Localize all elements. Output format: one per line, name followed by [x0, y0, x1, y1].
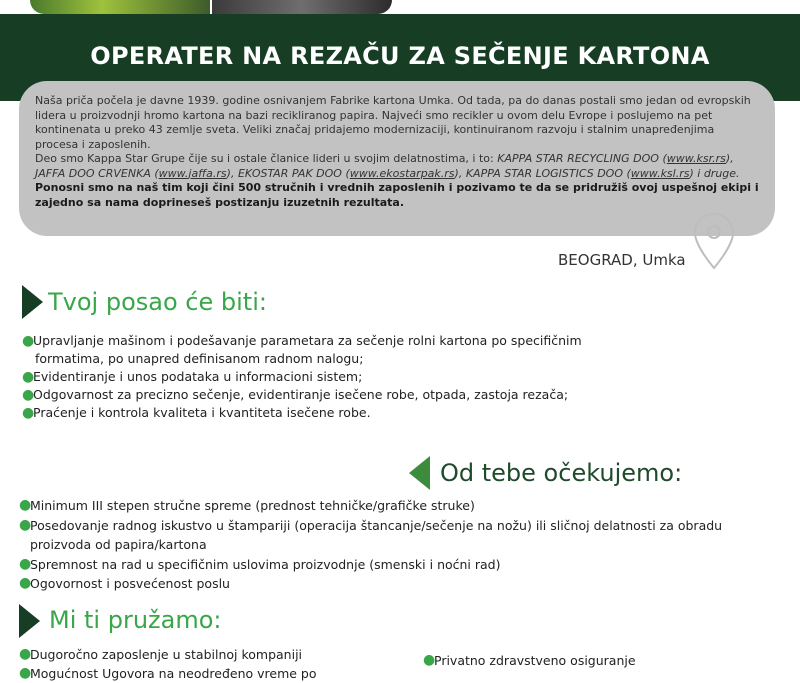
bullet-icon: ● [22, 405, 35, 421]
bullet-icon: ● [19, 497, 32, 513]
company-sep: ) i druge. [689, 166, 740, 180]
company-sep: ), [226, 166, 238, 180]
bullet-icon: ● [22, 333, 35, 349]
list-item: ● Spremnost na rad u specifičnim uslovima proizvodnje (smenski i noćni rad) [19, 555, 779, 575]
list-item: ● Mogućnost Ugovora na neodređeno vreme po [19, 665, 317, 681]
company-link-ekostarpak[interactable]: www.ekostarpak.rs [349, 166, 455, 180]
section-arrow-icon [19, 604, 40, 638]
bullet-icon: ● [19, 516, 32, 533]
company-sep: ), [725, 152, 734, 165]
list-item: ● Evidentiranje i unos podataka u informacioni sistem; [22, 369, 363, 385]
list-item: ● Ogovornost i posvećenost poslu [19, 574, 779, 594]
company-link-ksl[interactable]: www.ksl.rs [630, 166, 690, 180]
job-duties-list [22, 332, 662, 422]
company-link-jaffa[interactable]: www.jaffa.rs [158, 166, 227, 180]
list-item: ● Minimum III stepen stručne spreme (prednost tehničke/grafičke struke) [19, 496, 779, 516]
intro-lead: Deo smo Kappa Star Grupe čije su i ostale članice lideri u svojim delatnostima, i to: [35, 152, 498, 165]
list-item: ● Upravljanje mašinom i podešavanje parametara za sečenje rolni kartona po specifičnim formatima, po unapred definisanom radnom nalogu; [22, 333, 582, 366]
heading-job-duties: Tvoj posao će biti: [48, 288, 267, 316]
job-title: OPERATER NA REZAČU ZA SEČENJE KARTONA [90, 42, 710, 70]
section-arrow-icon [22, 285, 43, 319]
company-link-ksr[interactable]: www.ksr.rs [666, 152, 726, 165]
list-item: ● Odgovarnost za precizno sečenje, evidentiranje isečene robe, otpada, zastoja rezača; [22, 387, 569, 403]
bullet-icon: ● [22, 387, 35, 403]
company-name: EKOSTAR PAK DOO ( [237, 166, 350, 180]
company-name: JAFFA DOO CRVENKA ( [35, 166, 159, 180]
intro-paragraph-3: Ponosni smo na naš tim koji čini 500 stručnih i vrednih zaposlenih i pozivamo te da se pridružiš ovoj uspešnoj ekipi i zajedno sa nama doprineseš postizanju izuzetnih rezultata. [35, 181, 759, 209]
heading-requirements: Od tebe očekujemo: [440, 459, 683, 487]
list-item: ● Privatno zdravstveno osiguranje [423, 652, 636, 668]
bullet-icon: ● [22, 369, 35, 385]
map-pin-icon [693, 212, 735, 270]
job-location: BEOGRAD, Umka [558, 251, 686, 269]
machine-photo [212, 0, 392, 14]
bullet-icon: ● [19, 555, 32, 572]
header-photos [0, 0, 800, 14]
company-name: KAPPA STAR RECYCLING DOO ( [497, 152, 667, 165]
bullet-icon: ● [19, 646, 32, 662]
heading-benefits: Mi ti pružamo: [49, 606, 222, 634]
benefits-list-right [423, 651, 783, 670]
section-arrow-icon [409, 456, 430, 490]
company-sep: ), [454, 166, 466, 180]
requirements-list [19, 496, 779, 594]
company-intro [19, 81, 775, 236]
bullet-icon: ● [19, 575, 32, 591]
company-name: KAPPA STAR LOGISTICS DOO ( [465, 166, 631, 180]
list-item: ● Dugoročno zaposlenje u stabilnoj kompaniji [19, 646, 303, 662]
intro-paragraph-2 [35, 152, 759, 181]
list-item: ● Posedovanje radnog iskustvo u štampariji (operacija štancanje/sečenje na nožu) ili sličnoj delatnosti za obradu proizvoda od papira/kartona [19, 516, 723, 552]
worker-photo [30, 0, 210, 14]
list-item: ● Praćenje i kontrola kvaliteta i kvantiteta isečene robe. [22, 405, 371, 421]
bullet-icon: ● [423, 652, 436, 668]
benefits-list-left [19, 645, 399, 683]
intro-paragraph-1: Naša priča počela je davne 1939. godine osnivanjem Fabrike kartona Umka. Od tada, pa do danas postali smo jedan od evropskih lidera u proizvodnji hromo kartona na bazi recikliranog papira. Najveći smo recikler u ovom delu Evrope i poslujemo na pet kontinenata u preko 43 zemlje sveta. Veliki značaj pridajemo modernizaciji, kontinuiranom razvoju i stalnim unapređenjima procesa i zaposlenih. [35, 94, 751, 151]
bullet-icon: ● [19, 665, 32, 681]
